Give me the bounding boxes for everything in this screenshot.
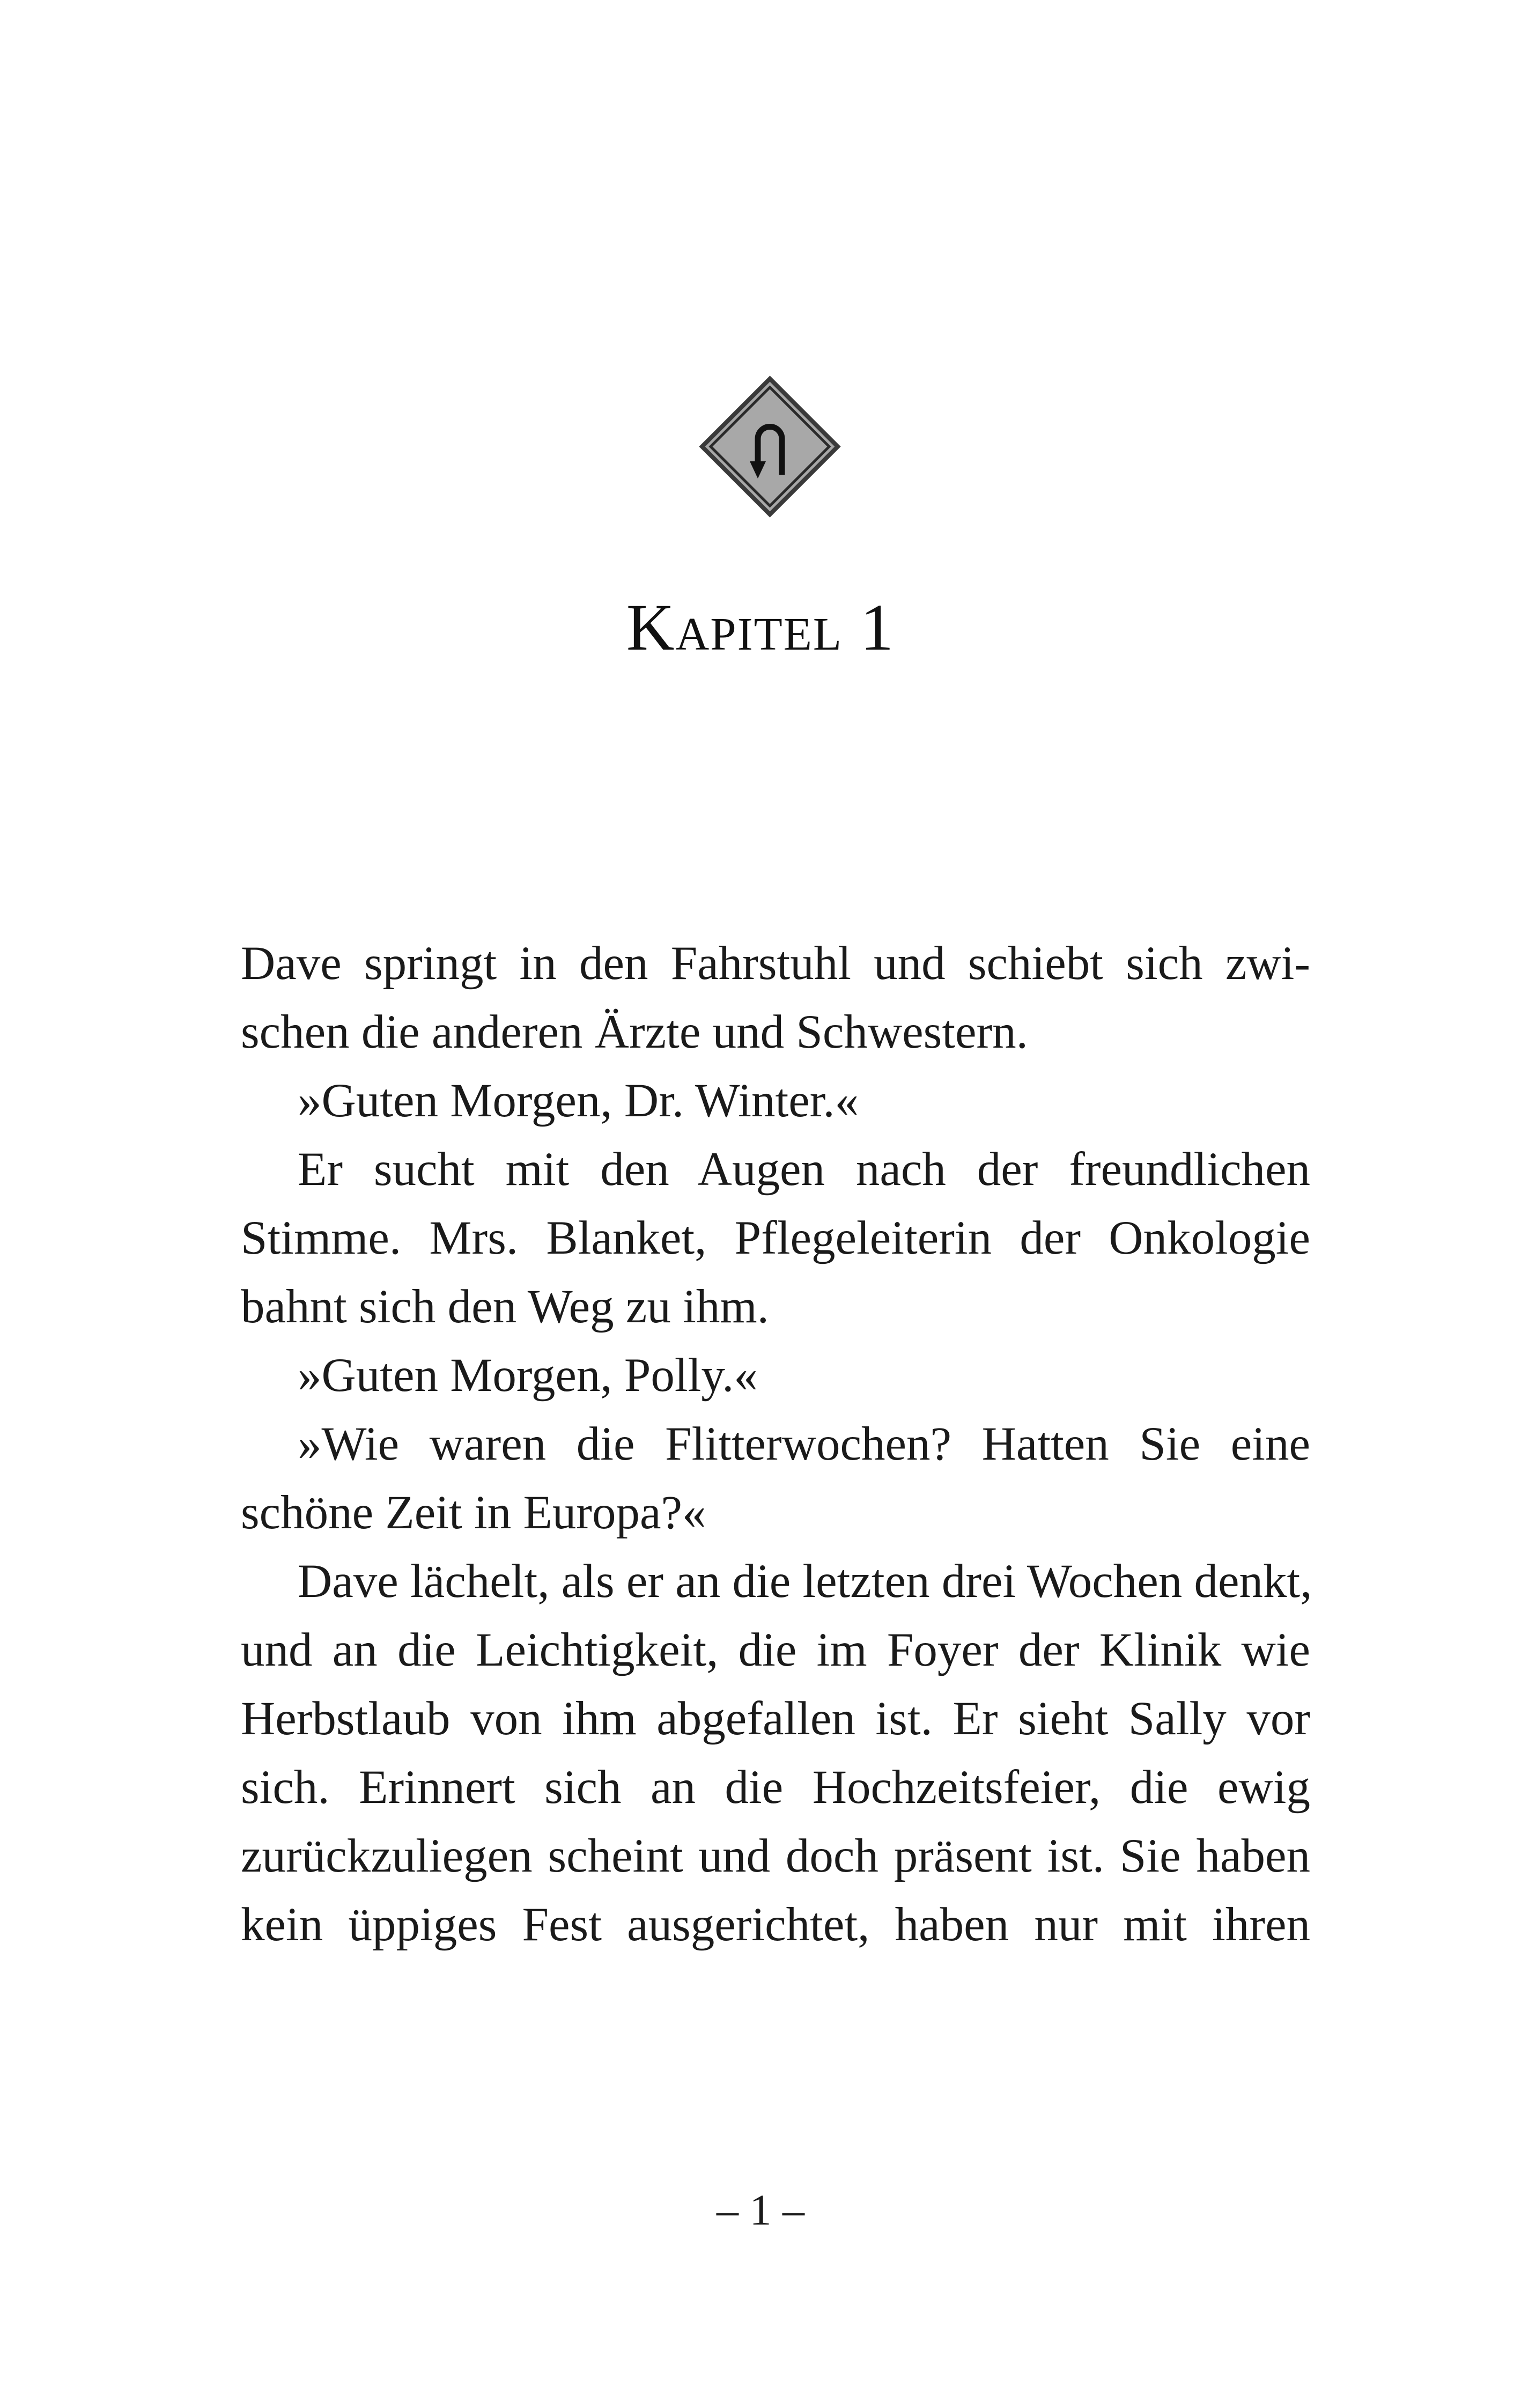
text-line: Dave lächelt, als er an die letzten drei Wochen denkt, bbox=[298, 1555, 1312, 1608]
text-line: schen die anderen Ärzte und Schwestern. bbox=[241, 1006, 1028, 1058]
text-line: sich. Erinnert sich an die Hochzeitsfeier, die ewig bbox=[241, 1761, 1310, 1814]
text-line: »Wie waren die Flitterwochen? Hatten Sie eine bbox=[298, 1418, 1310, 1470]
text-line: bahnt sich den Weg zu ihm. bbox=[241, 1280, 769, 1333]
text-line: schöne Zeit in Europa?« bbox=[241, 1486, 706, 1539]
text-line: zurückzuliegen scheint und doch präsent ist. Sie haben bbox=[241, 1830, 1310, 1882]
u-turn-road-sign-icon bbox=[699, 375, 841, 518]
page-number: – 1 – bbox=[717, 2185, 804, 2234]
text-line: Herbstlaub von ihm abgefallen ist. Er sieht Sally vor bbox=[241, 1692, 1310, 1745]
body-text bbox=[241, 929, 1310, 1959]
text-line: Er sucht mit den Augen nach der freundlichen bbox=[298, 1143, 1310, 1196]
text-line: »Guten Morgen, Polly.« bbox=[298, 1349, 758, 1402]
text-line: kein üppiges Fest ausgerichtet, haben nur mit ihren bbox=[241, 1898, 1310, 1951]
text-line: »Guten Morgen, Dr. Winter.« bbox=[298, 1074, 859, 1127]
text-line: Dave springt in den Fahrstuhl und schiebt sich zwi- bbox=[241, 937, 1310, 990]
chapter-title: Kapitel 1 bbox=[626, 591, 895, 664]
text-line: und an die Leichtigkeit, die im Foyer der Klinik wie bbox=[241, 1624, 1310, 1676]
text-line: Stimme. Mrs. Blanket, Pflegeleiterin der Onkologie bbox=[241, 1212, 1310, 1264]
